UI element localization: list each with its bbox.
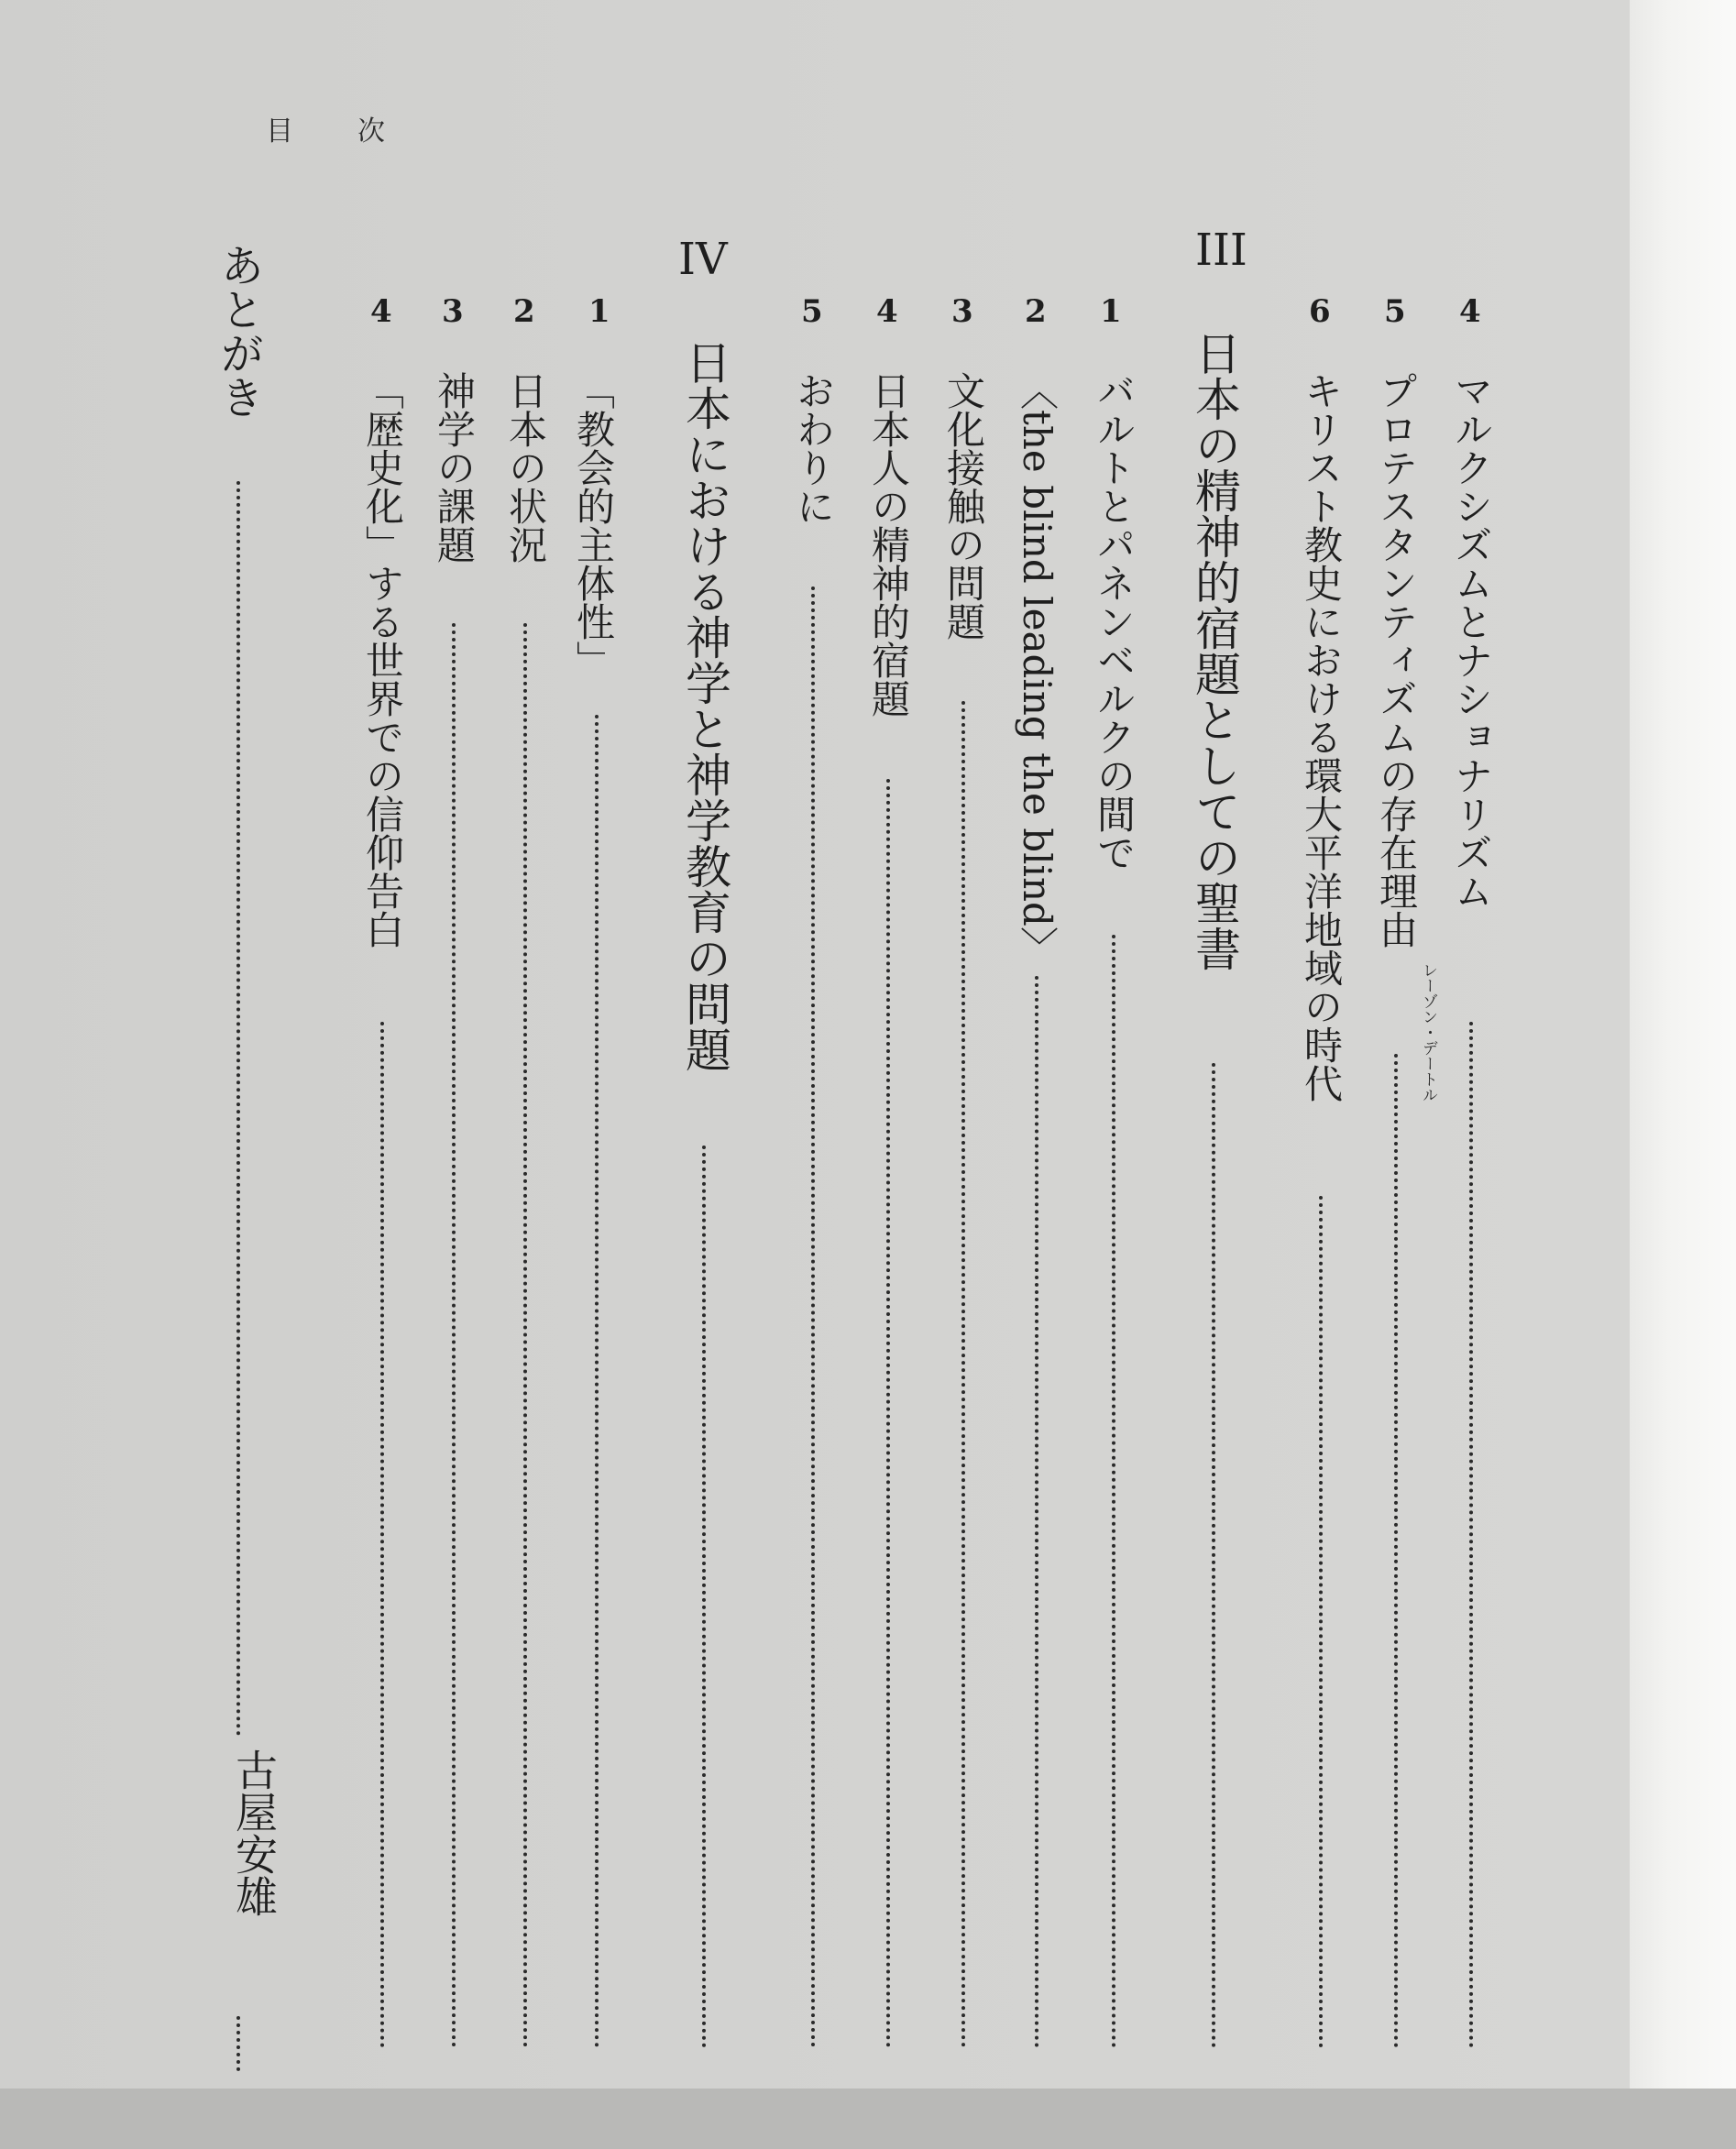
dot-leader <box>1212 1063 1215 2048</box>
entry-number: 2 <box>513 293 535 330</box>
dot-leader <box>1319 1196 1323 2048</box>
section-title: 日本の精神的宿題としての聖書 <box>1188 330 1241 971</box>
entry-number: 5 <box>801 293 823 330</box>
dot-leader <box>1394 1054 1398 2048</box>
entry-number: 1 <box>588 293 610 330</box>
entry-number: 2 <box>1025 293 1047 330</box>
dot-leader <box>595 715 599 2048</box>
toc-entry: 日本の状況 <box>503 371 548 564</box>
toc-entry: キリスト教史における環大平洋地域の時代 <box>1299 371 1344 1102</box>
dot-leader <box>811 587 815 2048</box>
entry-number: 4 <box>1459 293 1481 330</box>
author-name: 古屋安雄 <box>229 1749 279 1917</box>
dot-leader <box>236 2016 240 2071</box>
section-number: III <box>1195 225 1247 276</box>
dot-leader <box>1035 976 1038 2048</box>
dot-leader <box>886 779 890 2048</box>
dot-leader <box>961 701 965 2048</box>
toc-entry: 「教会的主体性」 <box>571 371 616 679</box>
toc-entry: 「歴史化」する世界での信仰告白 <box>360 371 405 948</box>
toc-entry: プロテスタンティズムの存在理由 <box>1374 371 1419 948</box>
toc-entry: バルトとパネンベルクの間で <box>1092 371 1137 872</box>
toc-entry: マルクシズムとナショナリズム <box>1449 371 1494 910</box>
page-edge <box>1630 0 1736 2089</box>
entry-number: 1 <box>1100 293 1122 330</box>
dot-leader <box>452 623 456 2048</box>
entry-number: 4 <box>370 293 392 330</box>
ruby-annotation: レーゾン・デートル <box>1419 962 1437 1102</box>
toc-entry: 日本人の精神的宿題 <box>866 371 911 718</box>
dot-leader <box>236 481 240 1737</box>
dot-leader <box>1469 1022 1473 2048</box>
dot-leader <box>380 1022 384 2048</box>
toc-entry-afterword: あとがき <box>213 243 264 419</box>
dot-leader <box>1112 935 1115 2048</box>
entry-number: 4 <box>876 293 898 330</box>
toc-entry: 〈the blind leading the blind〉 <box>1015 371 1060 965</box>
toc-entry: おわりに <box>791 371 836 525</box>
toc-entry: 神学の課題 <box>432 371 477 564</box>
entry-number: 3 <box>442 293 464 330</box>
dot-leader <box>702 1146 706 2048</box>
section-title: 日本における神学と神学教育の問題 <box>678 339 731 1072</box>
toc-entry: 文化接触の問題 <box>941 371 986 641</box>
entry-number: 6 <box>1309 293 1331 330</box>
dot-leader <box>523 623 527 2048</box>
section-number: IV <box>678 234 728 285</box>
entry-number: 5 <box>1384 293 1406 330</box>
page-header-title: 目次 <box>266 115 449 148</box>
entry-number: 3 <box>951 293 973 330</box>
